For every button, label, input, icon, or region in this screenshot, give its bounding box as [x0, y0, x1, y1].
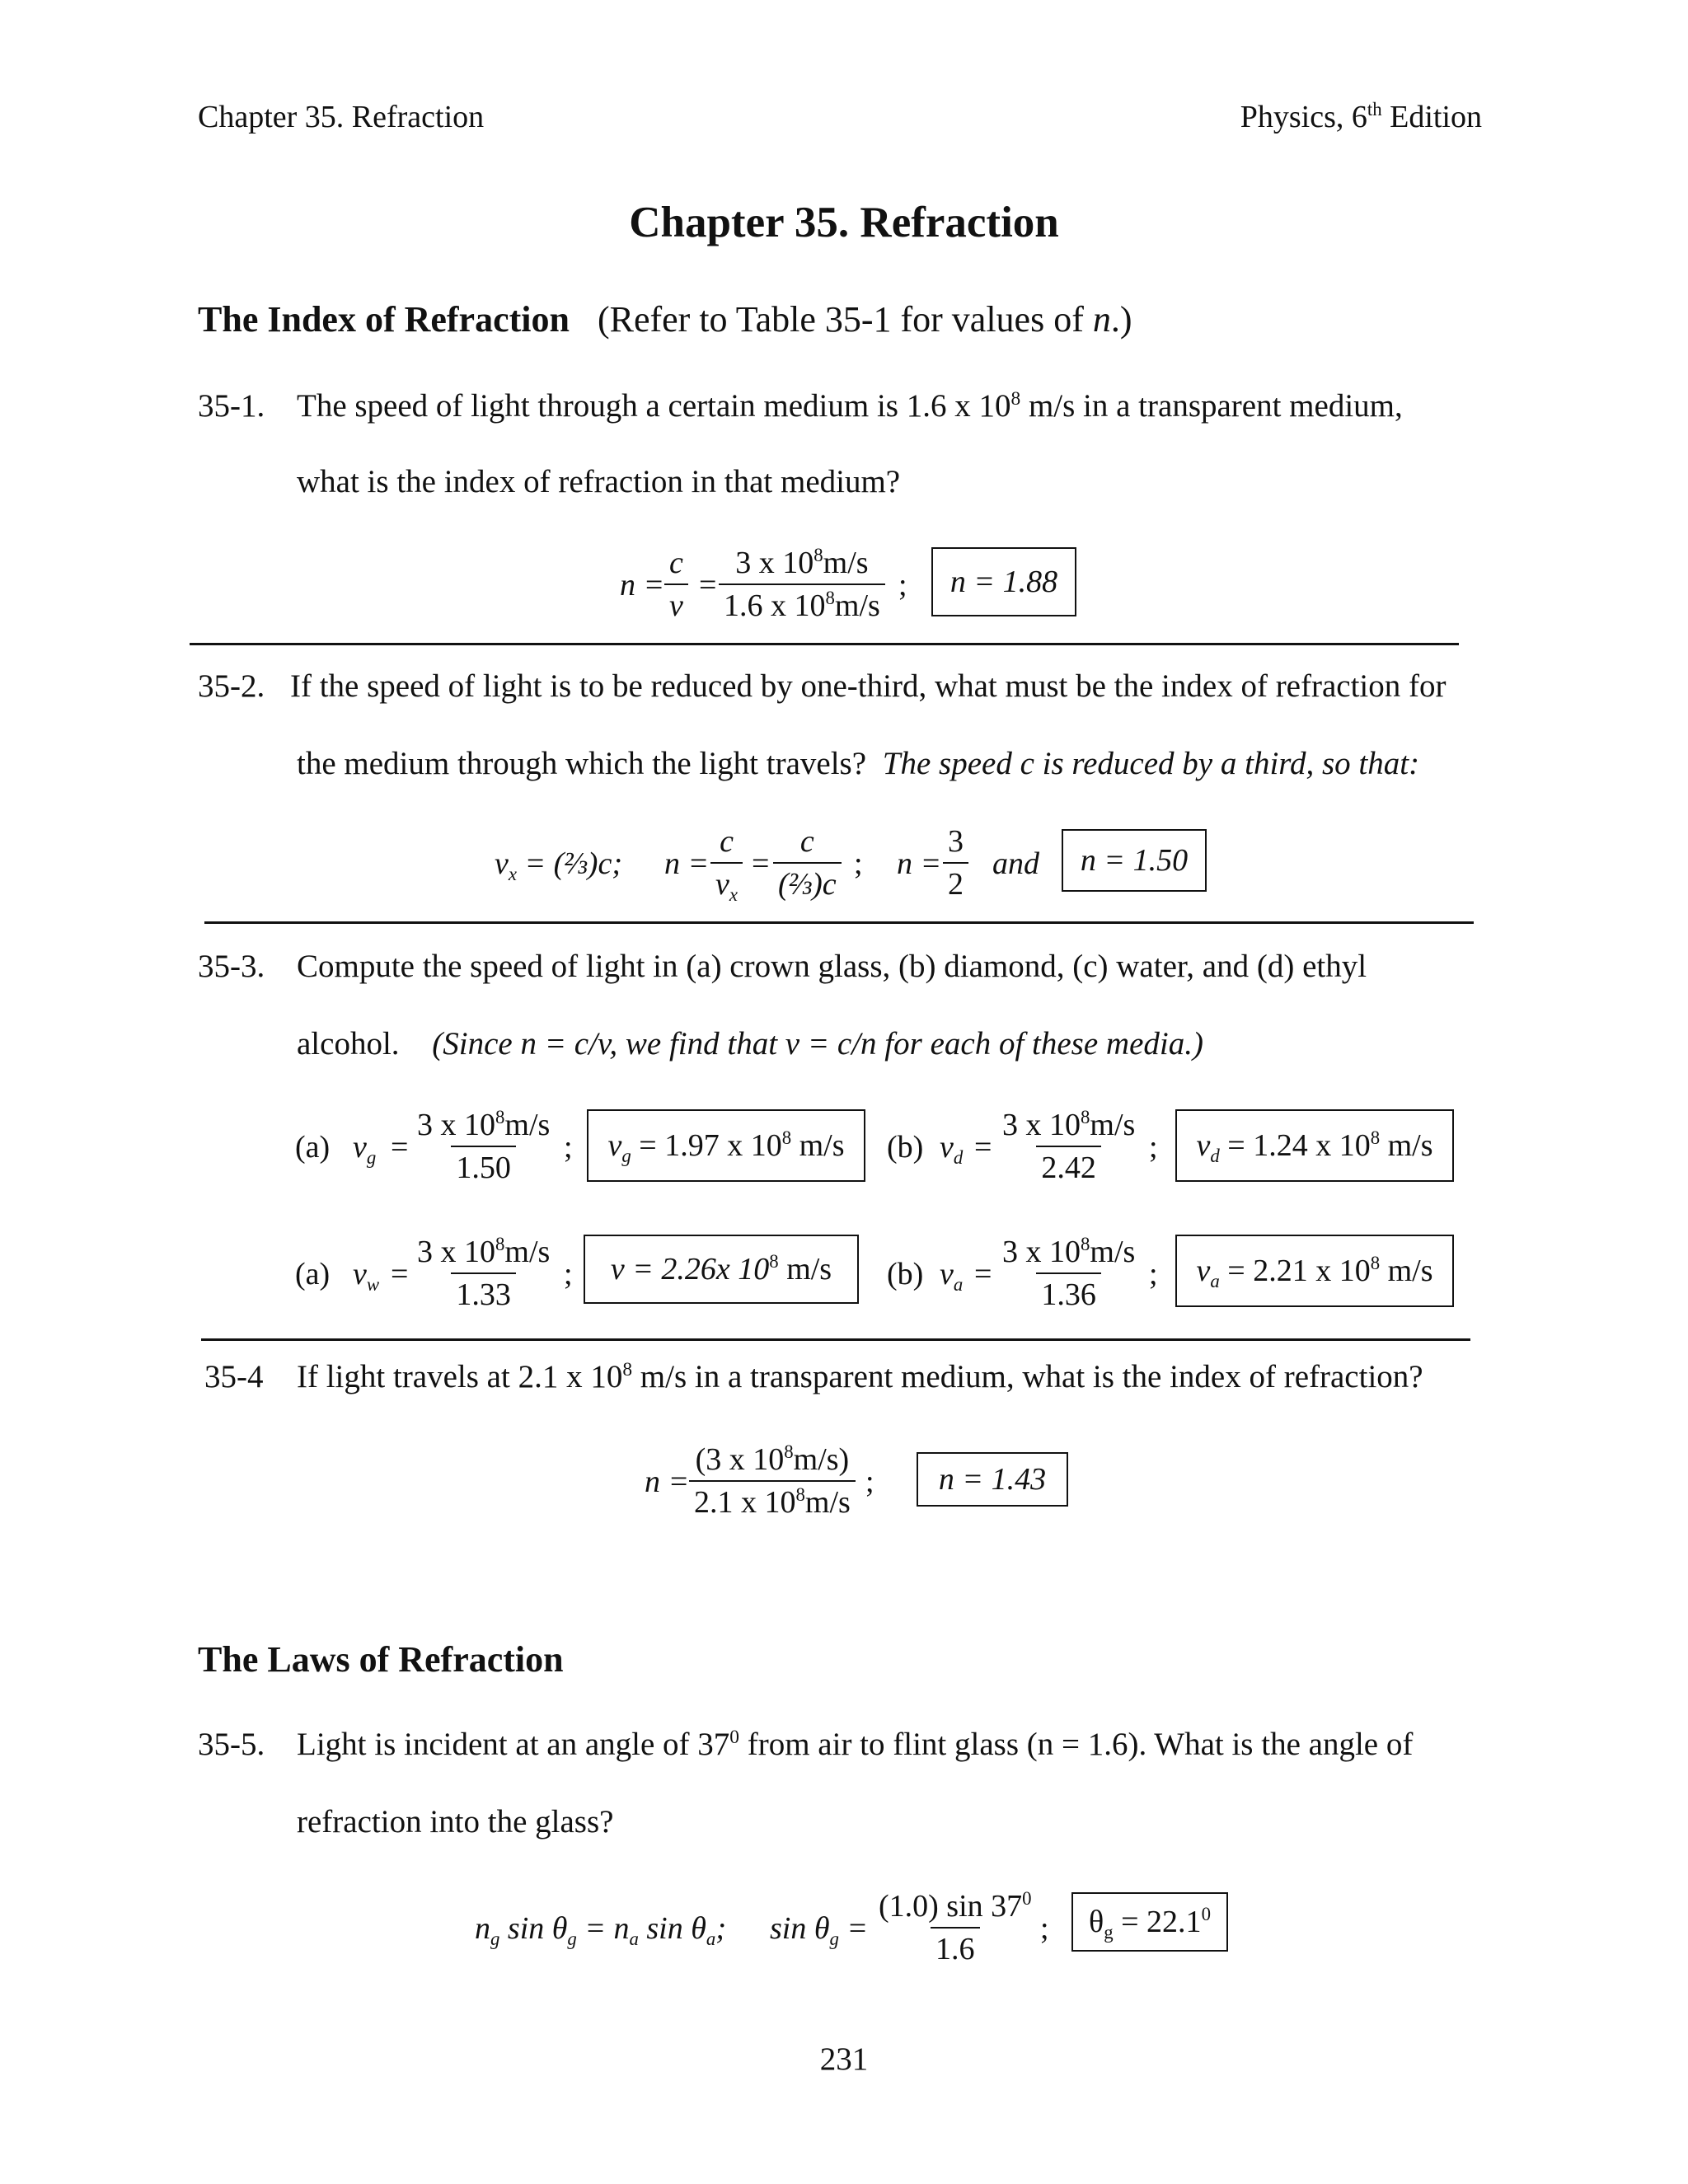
section-heading-text: The Index of Refraction — [198, 299, 570, 340]
ans-value: = 22.1 — [1113, 1905, 1202, 1939]
eq-vx-sub: x — [508, 864, 517, 884]
eq-semicolon: ; — [1149, 1130, 1158, 1165]
fraction-num — [997, 1106, 1140, 1146]
problem-text — [297, 387, 1403, 424]
problem-text-line2 — [297, 1025, 1203, 1062]
answer-text — [611, 1251, 832, 1287]
den-unit: m/s — [834, 588, 880, 623]
label-b: (b) — [887, 1130, 924, 1165]
snell-sin-g-sub: g — [567, 1929, 577, 1949]
label-a: (a) — [295, 1257, 331, 1291]
fraction-den: 1.33 — [451, 1272, 516, 1314]
fraction-den: 2 — [943, 862, 968, 903]
answer-text — [1196, 1127, 1432, 1164]
fraction-sin — [874, 1887, 1037, 1968]
section-note-var: n — [1092, 299, 1111, 340]
problem-exp: 8 — [622, 1359, 633, 1380]
eq-lhs: n = — [645, 1465, 690, 1499]
num-exp: 8 — [1081, 1107, 1090, 1127]
ans-value: = 2.21 x 10 — [1219, 1254, 1371, 1288]
section-note-prefix: (Refer to Table 35-1 for values of — [597, 299, 1093, 340]
num-text: 3 x 10 — [417, 1108, 495, 1142]
num-text: (1.0) sin 37 — [879, 1889, 1023, 1924]
fraction-den — [710, 862, 743, 903]
problem-text-italic: The speed c is reduced by a third, so that: — [882, 746, 1420, 781]
problem-text — [297, 1358, 1423, 1395]
eq-semicolon: ; — [1149, 1257, 1158, 1291]
fraction-num: 3 — [948, 824, 964, 859]
fraction-c-over-v — [664, 544, 688, 625]
fraction-den — [689, 1480, 856, 1521]
eq-sin-theta-g — [770, 1910, 868, 1947]
fraction-den: 1.50 — [451, 1146, 516, 1187]
problem-number: 35-4 — [204, 1359, 264, 1394]
ans-exp: 8 — [769, 1251, 779, 1272]
eq-and: and — [992, 846, 1039, 881]
ans-var: v — [1196, 1128, 1211, 1163]
var: v — [353, 1130, 367, 1165]
sin-theta-sub: g — [829, 1929, 839, 1949]
problem-number: 35-1. — [198, 388, 265, 424]
answer-box — [1062, 829, 1207, 892]
var-vd — [940, 1129, 964, 1168]
ans-sub: g — [621, 1146, 631, 1166]
problem-text — [297, 1726, 1413, 1763]
answer-text — [1196, 1253, 1432, 1289]
label-a: (a) — [295, 1130, 331, 1165]
ans-exp: 0 — [1201, 1904, 1211, 1924]
answer-box-crown-glass — [587, 1109, 865, 1182]
num-exp: 8 — [784, 1441, 794, 1462]
eq-lhs: n = — [897, 846, 942, 881]
fraction-crown-glass — [412, 1106, 555, 1187]
answer-text: n = 1.43 — [938, 1462, 1047, 1497]
var-vw — [353, 1256, 380, 1295]
ans-value: v = 2.26x 10 — [610, 1252, 770, 1286]
answer-text: n = 1.88 — [950, 565, 1058, 599]
problem-exp: 0 — [729, 1727, 739, 1748]
fraction-den: 2.42 — [1036, 1146, 1101, 1187]
problem-text-b: m/s in a transparent medium, what is the index of refraction? — [632, 1359, 1423, 1394]
num-text: 3 x 10 — [1002, 1235, 1081, 1269]
answer-box — [1071, 1892, 1228, 1952]
eq-equals: = — [974, 1130, 992, 1165]
problem-exp: 8 — [1010, 388, 1021, 410]
running-header-left: Chapter 35. Refraction — [198, 100, 485, 134]
var-vg — [353, 1129, 377, 1168]
sin-theta: sin θ — [770, 1911, 830, 1946]
eq-equals: = — [391, 1130, 409, 1165]
header-edition-sup: th — [1367, 99, 1382, 120]
eq-equals: = — [391, 1257, 409, 1291]
fraction-den: v — [664, 583, 688, 625]
problem-text: If the speed of light is to be reduced by one-third, what must be the index of refraction for — [290, 668, 1447, 704]
answer-box — [917, 1452, 1068, 1507]
fraction-alcohol — [997, 1233, 1140, 1314]
problem-text-a: If light travels at 2.1 x 10 — [297, 1359, 623, 1394]
section-note — [598, 299, 1132, 340]
problem-text-a: Light is incident at an angle of 37 — [297, 1727, 730, 1762]
problem-text-b: from air to flint glass (n = 1.6). What is the angle of — [738, 1727, 1414, 1762]
ans-unit: m/s — [1380, 1254, 1433, 1288]
eq-vx — [495, 846, 622, 882]
ans-value: = 1.97 x 10 — [631, 1128, 782, 1163]
ans-unit: m/s — [791, 1128, 845, 1163]
divider — [201, 1338, 1470, 1341]
header-edition-suffix: Edition — [1381, 100, 1482, 134]
var-sub: a — [953, 1274, 964, 1295]
num-exp: 0 — [1022, 1888, 1032, 1909]
section-heading-index — [198, 298, 1132, 340]
fraction-den — [719, 583, 885, 625]
problem-number: 35-3. — [198, 949, 265, 984]
ans-var: v — [607, 1128, 622, 1163]
fraction-den: (⅔)c — [773, 862, 842, 903]
eq-lhs: n = — [620, 568, 665, 602]
answer-box-alcohol — [1175, 1235, 1454, 1307]
eq-semicolon: ; — [564, 1257, 573, 1291]
ans-sub: d — [1210, 1146, 1220, 1166]
divider — [190, 643, 1459, 645]
den-unit: m/s — [804, 1485, 851, 1520]
answer-text: n = 1.50 — [1080, 843, 1189, 878]
label-b: (b) — [887, 1257, 924, 1291]
ans-var: v — [1196, 1254, 1211, 1288]
fraction-num — [412, 1233, 555, 1272]
ans-unit: m/s — [778, 1252, 832, 1286]
fraction-num — [874, 1887, 1037, 1927]
eq-semicolon: ; — [564, 1130, 573, 1165]
header-edition-text: Physics, 6 — [1240, 100, 1367, 134]
fraction-three-halves — [943, 823, 968, 903]
problem-text-line2 — [297, 745, 1419, 782]
snell-ng: n — [475, 1911, 490, 1946]
var: v — [940, 1257, 954, 1291]
num-text: 3 x 10 — [735, 546, 814, 580]
num-exp: 8 — [495, 1234, 505, 1254]
snell-ng-sub: g — [490, 1929, 500, 1949]
num-unit: m/s — [823, 546, 869, 580]
fraction-num: c — [799, 824, 814, 859]
answer-box-diamond — [1175, 1109, 1454, 1182]
num-text: (3 x 10 — [695, 1442, 785, 1477]
snell-sin-g: sin θ — [499, 1911, 568, 1946]
ans-exp: 8 — [781, 1127, 792, 1148]
fraction-speed — [689, 1441, 856, 1521]
eq-semicolon: ; — [854, 846, 863, 881]
fraction-num — [691, 1441, 855, 1480]
den-exp: 8 — [825, 588, 835, 608]
fraction-c-over-vx — [710, 823, 743, 903]
fraction-water — [412, 1233, 555, 1314]
num-unit: m/s — [504, 1108, 551, 1142]
fraction-num — [997, 1233, 1140, 1272]
answer-text — [607, 1127, 844, 1164]
den-sub: x — [729, 884, 738, 905]
problem-text-a: The speed of light through a certain medium is 1.6 x 10 — [297, 388, 1011, 424]
den-text: 2.1 x 10 — [694, 1485, 796, 1520]
num-unit: m/s — [1090, 1235, 1136, 1269]
ans-theta: θ — [1089, 1905, 1104, 1939]
problem-number: 35-2. — [198, 668, 265, 704]
problem-text-line2: what is the index of refraction in that medium? — [297, 464, 901, 499]
ans-exp: 8 — [1370, 1253, 1381, 1273]
eq-semicolon: ; — [1040, 1911, 1049, 1946]
snell-sin-a: sin θ — [638, 1911, 706, 1946]
fraction-num: c — [720, 824, 734, 859]
var: v — [940, 1130, 954, 1165]
snell-na-sub: a — [629, 1929, 639, 1949]
page-title: Chapter 35. Refraction — [629, 199, 1059, 246]
ans-unit: m/s — [1380, 1128, 1433, 1163]
ans-sub: a — [1210, 1271, 1220, 1291]
problem-text-b: m/s in a transparent medium, — [1020, 388, 1403, 424]
problem-text-plain: alcohol. — [297, 1026, 400, 1062]
snell-na: = n — [576, 1911, 630, 1946]
answer-text — [1089, 1904, 1211, 1943]
num-unit: m/s — [1090, 1108, 1136, 1142]
num-unit: m/s — [504, 1235, 551, 1269]
var-sub: d — [953, 1147, 964, 1168]
var: v — [353, 1257, 367, 1291]
snell-semi: ; — [715, 1911, 726, 1946]
den-var: v — [715, 867, 729, 902]
fraction-c-over-two-thirds-c — [773, 823, 842, 903]
num-exp: 8 — [814, 545, 823, 565]
fraction-den: 1.6 — [931, 1927, 980, 1968]
den-exp: 8 — [795, 1484, 805, 1505]
ans-exp: 8 — [1370, 1127, 1381, 1148]
answer-box-water — [584, 1235, 859, 1304]
eq-equals: = — [699, 568, 717, 602]
eq-vx-rest: = (⅔)c; — [517, 846, 622, 881]
section-note-suffix: .) — [1110, 299, 1132, 340]
fraction-num — [412, 1106, 555, 1146]
running-header-right — [1240, 99, 1482, 135]
eq-semicolon: ; — [898, 568, 907, 602]
snell-sin-a-sub: a — [706, 1929, 716, 1949]
ans-value: = 1.24 x 10 — [1219, 1128, 1371, 1163]
sin-theta-eq: = — [838, 1911, 869, 1946]
eq-snell-law — [475, 1910, 726, 1947]
problem-number: 35-5. — [198, 1727, 265, 1762]
den-text: 1.6 x 10 — [724, 588, 826, 623]
var-sub: w — [366, 1274, 380, 1295]
problem-text: Compute the speed of light in (a) crown glass, (b) diamond, (c) water, and (d) ethyl — [297, 949, 1367, 984]
num-exp: 8 — [495, 1107, 505, 1127]
fraction-num: c — [669, 546, 683, 580]
divider — [204, 921, 1474, 924]
fraction-diamond — [997, 1106, 1140, 1187]
var-va — [940, 1256, 964, 1295]
eq-lhs: n = — [664, 846, 710, 881]
fraction-num — [730, 544, 873, 583]
fraction-speed — [719, 544, 885, 625]
problem-text-italic: (Since n = c/v, we find that v = c/n for each of these media.) — [432, 1026, 1203, 1062]
var-sub: g — [366, 1147, 377, 1168]
eq-vx-var: v — [495, 846, 509, 881]
num-text: 3 x 10 — [1002, 1108, 1081, 1142]
eq-equals: = — [974, 1257, 992, 1291]
eq-semicolon: ; — [865, 1465, 874, 1499]
num-text: 3 x 10 — [417, 1235, 495, 1269]
problem-text-line2: refraction into the glass? — [297, 1804, 614, 1840]
eq-equals: = — [752, 846, 770, 881]
fraction-den: 1.36 — [1036, 1272, 1101, 1314]
ans-sub: g — [1104, 1922, 1114, 1943]
num-unit: m/s) — [793, 1442, 850, 1477]
page-number: 231 — [819, 2041, 869, 2077]
problem-text-plain: the medium through which the light travels? — [297, 746, 867, 781]
section-heading-laws: The Laws of Refraction — [198, 1639, 564, 1680]
answer-box — [931, 547, 1076, 616]
num-exp: 8 — [1081, 1234, 1090, 1254]
